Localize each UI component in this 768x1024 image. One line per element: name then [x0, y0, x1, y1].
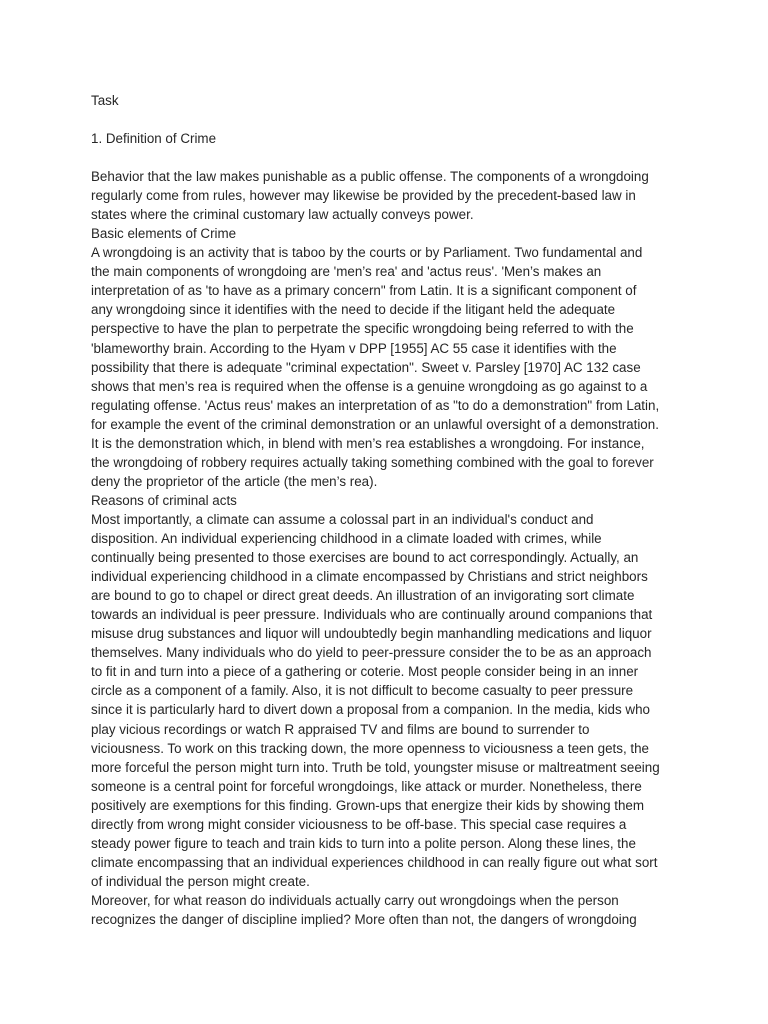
body-text-line: steady power figure to teach and train kids to turn into a polite person. Along these lines, the [91, 835, 636, 851]
body-text-line: deny the proprietor of the article (the men’s rea). [91, 473, 378, 489]
body-text-line: positively are exemptions for this finding. Grown-ups that energize their kids by showing them [91, 797, 645, 813]
subheading-basic-elements: Basic elements of Crime [91, 226, 237, 242]
body-text-line: possibility that there is adequate "criminal expectation". Sweet v. Parsley [1970] AC 132 case [91, 359, 641, 375]
body-text-line: climate encompassing that an individual experiences childhood in can really figure out what sort [91, 854, 658, 870]
section-heading: 1. Definition of Crime [91, 131, 217, 146]
body-text-line: circle as a component of a family. Also, it is not difficult to become casualty to peer pressure [91, 683, 634, 699]
body-text-line: Most importantly, a climate can assume a colossal part in an individual's conduct and [91, 511, 594, 527]
body-text-line: individual experiencing childhood in a climate encompassed by Christians and strict neighbors [91, 569, 648, 584]
body-text-line: viciousness. To work on this tracking down, the more openness to viciousness a teen gets, the [91, 740, 649, 756]
body-text-line: since it is particularly hard to divert down a proposal from a companion. In the media, kids who [91, 702, 650, 718]
body-text-line: themselves. Many individuals who do yield to peer-pressure consider the to be as an approach [91, 645, 652, 661]
body-text-line: It is the demonstration which, in blend with men’s rea establishes a wrongdoing. For instance, [91, 435, 645, 451]
subheading-reasons: Reasons of criminal acts [91, 492, 237, 508]
body-text-line: Moreover, for what reason do individuals actually carry out wrongdoings when the person [91, 892, 619, 908]
body-text-line: the main components of wrongdoing are 'men’s rea' and 'actus reus'. 'Men’s makes an [91, 264, 602, 280]
body-text-line: any wrongdoing since it identifies with the need to decide if the litigant held the adequate [91, 302, 616, 318]
body-text-line: to fit in and turn into a piece of a gathering or coterie. Most people consider being in an inner [91, 664, 639, 680]
body-text-line: regularly come from rules, however may likewise be provided by the precedent-based law in [91, 188, 636, 204]
body-text-line: towards an individual is peer pressure. Individuals who are continually around companions that [91, 607, 653, 623]
body-text-line: interpretation of as 'to have as a primary concern" from Latin. It is a significant component of [91, 283, 637, 299]
body-text-line: are bound to go to chapel or direct great deeds. An illustration of an invigorating sort climate [91, 588, 635, 604]
body-text-line: states where the criminal customary law actually conveys power. [91, 207, 474, 223]
body-text-line: disposition. An individual experiencing childhood in a climate loaded with crimes, while [91, 531, 602, 546]
body-text-line: play vicious recordings or watch R appraised TV and films are bound to surrender to [91, 721, 590, 737]
body-text-line: regulating offense. 'Actus reus' makes an interpretation of as "to do a demonstration" from Latin, [91, 397, 660, 413]
body-text-line: 'blameworthy brain. According to the Hyam v DPP [1955] AC 55 case it identifies with the [91, 340, 617, 356]
task-label: Task [91, 93, 119, 108]
body-text-line: of individual the person might create. [91, 873, 310, 889]
body-text-line: perspective to have the plan to perpetrate the specific wrongdoing being referred to with the [91, 321, 634, 337]
body-text-line: for example the event of the criminal demonstration or an unlawful oversight of a demonstration. [91, 416, 659, 432]
body-text-line: directly from wrong might consider viciousness to be off-base. This special case requires a [91, 816, 627, 832]
body-text-line: the wrongdoing of robbery requires actually taking something combined with the goal to forever [91, 454, 654, 470]
body-text-line: recognizes the danger of discipline implied? More often than not, the dangers of wrongdoing [91, 912, 637, 927]
body-text-line: misuse drug substances and liquor will undoubtedly begin manhandling medications and liquor [91, 626, 652, 642]
body-text-line: Behavior that the law makes punishable as a public offense. The components of a wrongdoing [91, 169, 649, 184]
body-text-line: someone is a central point for forceful wrongdoings, like attack or murder. Nonetheless, there [91, 778, 642, 794]
body-text-line: continually being presented to those exercises are bound to act correspondingly. Actually, an [91, 550, 639, 565]
body-text-line: shows that men’s rea is required when the offense is a genuine wrongdoing as go against to a [91, 378, 648, 394]
body-text-line: more forceful the person might turn into. Truth be told, youngster misuse or maltreatment seeing [91, 759, 660, 775]
body-text-line: A wrongdoing is an activity that is taboo by the courts or by Parliament. Two fundamental and [91, 245, 643, 261]
